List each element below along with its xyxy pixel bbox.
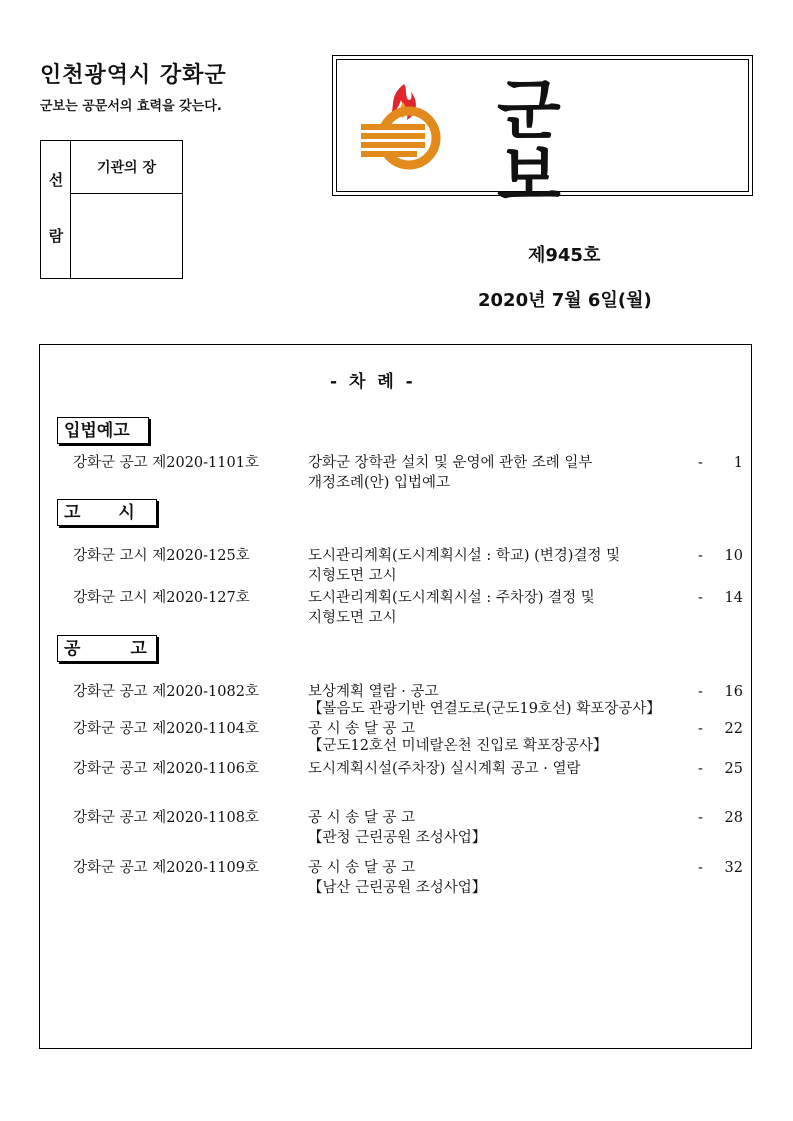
issue-number: 제945호 (528, 245, 601, 266)
entry-page: 1 (733, 455, 743, 471)
entry-dash: - (698, 455, 703, 471)
entry-title: 도시계획시설(주차장) 실시계획 공고 · 열람 (308, 761, 581, 777)
section-label-announcement: 공 고 (57, 635, 157, 662)
entry-title: 공 시 송 달 공 고 (308, 860, 416, 876)
entry-page: 10 (724, 548, 743, 564)
gazette-title-box (332, 55, 753, 215)
org-title: 인천광역시 강화군 (40, 63, 227, 88)
gangwha-county-emblem-icon (359, 80, 445, 170)
entry-subtitle: 【관청 근린공원 조성사업】 (308, 830, 487, 846)
entry-dash: - (698, 860, 703, 876)
entry-dash: - (698, 810, 703, 826)
entry-page: 14 (724, 590, 743, 606)
entry-title: 보상계획 열람 · 공고 (308, 684, 439, 700)
org-subtitle: 군보는 공문서의 효력을 갖는다. (40, 99, 222, 114)
entry-page: 28 (724, 810, 743, 826)
entry-title: 공 시 송 달 공 고 (308, 810, 416, 826)
entry-ref: 강화군 공고 제2020-1082호 (73, 684, 259, 700)
entry-title: 도시관리계획(도시계획시설 : 학교) (변경)결정 및 (308, 548, 621, 564)
entry-dash: - (698, 590, 703, 606)
section-label-legislation-notice: 입법예고 (57, 417, 149, 444)
entry-subtitle: 【남산 근린공원 조성사업】 (308, 880, 487, 896)
gazette-title-inner (336, 59, 749, 215)
entry-ref: 강화군 공고 제2020-1104호 (73, 721, 259, 737)
circulation-box (40, 140, 183, 279)
entry-page: 25 (724, 761, 743, 777)
entry-page: 16 (724, 684, 743, 700)
entry-ref: 강화군 고시 제2020-127호 (73, 590, 250, 606)
table-of-contents (39, 344, 752, 1049)
entry-page: 32 (724, 860, 743, 876)
gazette-title: 군보 (497, 72, 623, 215)
entry-ref: 강화군 고시 제2020-125호 (73, 548, 250, 564)
entry-ref: 강화군 공고 제2020-1109호 (73, 860, 259, 876)
entry-subtitle: 【볼음도 관광기반 연결도로(군도19호선) 확포장공사】 (308, 701, 661, 717)
entry-subtitle: 【군도12호선 미네랄온천 진입로 확포장공사】 (308, 738, 608, 754)
entry-ref: 강화군 공고 제2020-1108호 (73, 810, 259, 826)
circulation-char-2: 람 (48, 227, 64, 245)
entry-page: 22 (724, 721, 743, 737)
entry-dash: - (698, 721, 703, 737)
circulation-char-1: 선 (48, 171, 64, 189)
entry-subtitle: 지형도면 고시 (308, 610, 397, 626)
toc-heading: - 차 례 - (330, 372, 413, 392)
entry-ref: 강화군 공고 제2020-1101호 (73, 455, 259, 471)
entry-title: 공 시 송 달 공 고 (308, 721, 416, 737)
entry-dash: - (698, 761, 703, 777)
entry-ref: 강화군 공고 제2020-1106호 (73, 761, 259, 777)
entry-subtitle: 지형도면 고시 (308, 568, 397, 584)
circulation-head-label: 기관의 장 (71, 141, 182, 194)
section-label-notification: 고 시 (57, 499, 157, 526)
issue-date: 2020년 7월 6일(월) (478, 290, 652, 311)
entry-title: 강화군 장학관 설치 및 운영에 관한 조례 일부 (308, 455, 593, 471)
entry-title: 도시관리계획(도시계획시설 : 주차장) 결정 및 (308, 590, 595, 606)
circulation-side (41, 141, 71, 278)
entry-dash: - (698, 684, 703, 700)
entry-dash: - (698, 548, 703, 564)
entry-subtitle: 개정조례(안) 입법예고 (308, 475, 450, 491)
